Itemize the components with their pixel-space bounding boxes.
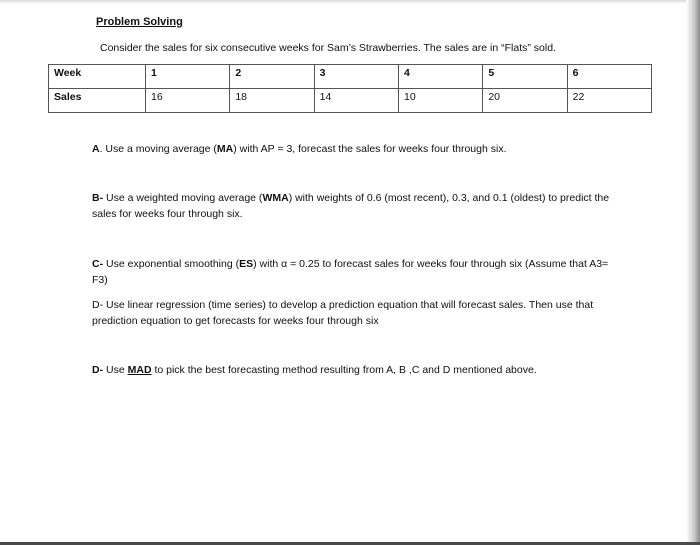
part-d2-text: to pick the best forecasting method resulting from A, B ,C and D mentioned above. bbox=[151, 364, 537, 376]
right-edge-shadow bbox=[686, 0, 700, 545]
part-a-question bbox=[92, 141, 612, 157]
week-cell: 2 bbox=[230, 65, 314, 89]
part-c-text: Use exponential smoothing ( bbox=[103, 258, 240, 270]
part-c-label: C- bbox=[92, 258, 104, 270]
sales-cell: 14 bbox=[314, 89, 398, 113]
part-d1-question: D- Use linear regression (time series) to develop a prediction equation that will forecast sales. Then use that prediction equation to get forecasts for weeks four through six bbox=[92, 299, 594, 327]
week-cell: 6 bbox=[567, 65, 651, 89]
part-c-question bbox=[92, 256, 612, 288]
sales-cell: 22 bbox=[567, 89, 651, 113]
page-heading: Problem Solving bbox=[96, 16, 183, 28]
part-a-text: . Use a moving average ( bbox=[99, 143, 217, 155]
part-b-question bbox=[92, 190, 612, 222]
week-cell: 3 bbox=[314, 65, 398, 89]
week-cell: 5 bbox=[483, 65, 567, 89]
sales-cell: 18 bbox=[230, 89, 314, 113]
top-shadow bbox=[0, 0, 700, 4]
part-d2-label: D- bbox=[92, 364, 104, 376]
part-d2-question bbox=[92, 362, 612, 378]
part-c-term: ES bbox=[239, 258, 254, 270]
part-a-term: MA bbox=[216, 143, 234, 155]
sales-cell: 20 bbox=[483, 89, 567, 113]
part-c-text: ) with α = 0.25 to forecast sales for weeks four through six (Assume that A3= F3) bbox=[92, 258, 609, 286]
sales-cell: 10 bbox=[398, 89, 482, 113]
week-cell: 1 bbox=[146, 65, 230, 89]
sales-cell: 16 bbox=[146, 89, 230, 113]
part-d2-term: MAD bbox=[127, 364, 152, 376]
week-row bbox=[49, 65, 652, 89]
part-b-text: ) with weights of 0.6 (most recent), 0.3, and 0.1 (oldest) to predict the sales for weeks four through six. bbox=[92, 192, 610, 220]
week-cell: 4 bbox=[398, 65, 482, 89]
week-header: Week bbox=[49, 65, 146, 89]
intro-text: Consider the sales for six consecutive weeks for Sam’s Strawberries. The sales are in “Flats” sold. bbox=[100, 42, 556, 54]
part-d2-text: Use bbox=[103, 364, 128, 376]
part-b-label: B- bbox=[92, 192, 104, 204]
part-b-text: Use a weighted moving average ( bbox=[103, 192, 263, 204]
sales-table bbox=[48, 64, 652, 113]
sales-row bbox=[49, 89, 652, 113]
part-a-label: A bbox=[92, 143, 100, 155]
part-a-text: ) with AP = 3, forecast the sales for weeks four through six. bbox=[233, 143, 507, 155]
part-b-term: WMA bbox=[262, 192, 289, 204]
sales-header: Sales bbox=[49, 89, 146, 113]
